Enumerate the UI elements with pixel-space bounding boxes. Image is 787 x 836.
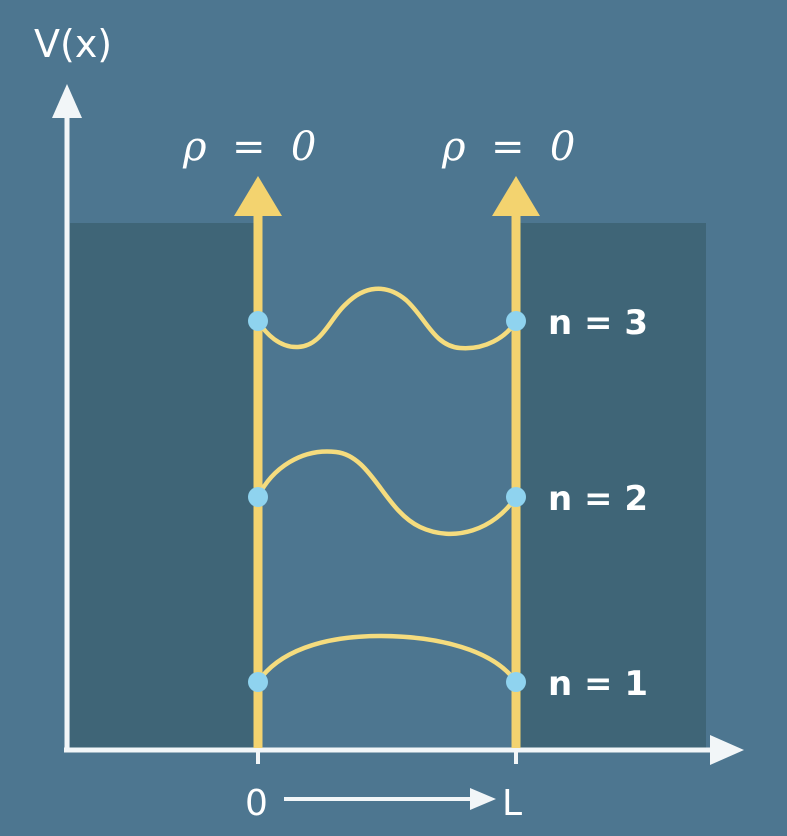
left-wall-arrowhead bbox=[234, 176, 282, 216]
left-wall-label: ρ = 0 bbox=[183, 124, 317, 170]
y-axis-label: V(x) bbox=[34, 22, 113, 66]
wavefunction-n2 bbox=[258, 451, 516, 533]
x-origin-label: 0 bbox=[245, 783, 268, 824]
node-n1-left bbox=[248, 672, 268, 692]
length-arrowhead bbox=[470, 788, 496, 810]
wavefunction-n1 bbox=[258, 636, 516, 682]
level-label-n3: n = 3 bbox=[548, 303, 649, 343]
node-n2-left bbox=[248, 487, 268, 507]
left-barrier-region bbox=[70, 223, 258, 750]
level-label-n1: n = 1 bbox=[548, 664, 649, 704]
right-wall-arrowhead bbox=[492, 176, 540, 216]
length-arrow bbox=[284, 788, 496, 810]
x-end-label: L bbox=[502, 783, 523, 824]
level-label-n2: n = 2 bbox=[548, 479, 649, 519]
wavefunction-n3 bbox=[258, 289, 516, 348]
node-n3-left bbox=[248, 311, 268, 331]
node-n1-right bbox=[506, 672, 526, 692]
right-wall-label: ρ = 0 bbox=[442, 124, 576, 170]
node-n2-right bbox=[506, 487, 526, 507]
y-axis-arrowhead bbox=[52, 84, 82, 118]
node-n3-right bbox=[506, 311, 526, 331]
x-axis-arrowhead bbox=[710, 735, 744, 765]
